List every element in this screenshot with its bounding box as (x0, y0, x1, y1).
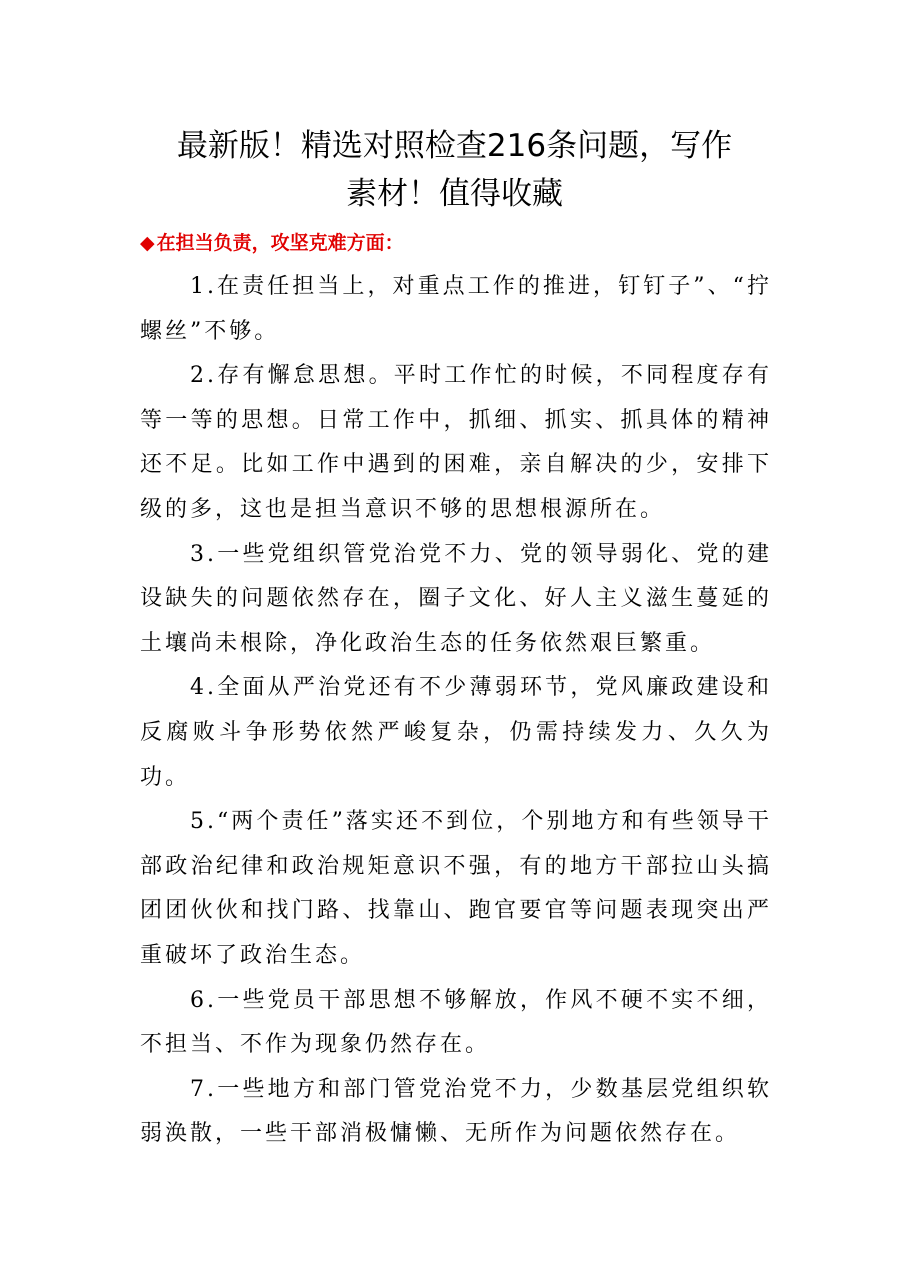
list-item: 4.全面从严治党还有不少薄弱环节，党风廉政建设和反腐败斗争形势依然严峻复杂，仍需持续发力、久久为功。 (140, 675, 772, 790)
list-item: 3.一些党组织管党治党不力、党的领导弱化、党的建设缺失的问题依然存在，圈子文化、好人主义滋生蔓延的土壤尚未根除，净化政治生态的任务依然艰巨繁重。 (140, 541, 772, 656)
list-item: 1.在责任担当上，对重点工作的推进，钉钉子”、“拧螺丝”不够。 (140, 274, 772, 344)
section-heading-text: 在担当负责，攻坚克难方面： (156, 232, 404, 254)
title-line-1: 最新版！精选对照检查216条问题，写作 (176, 128, 733, 164)
item-list (140, 265, 772, 1157)
section-heading (140, 229, 404, 257)
document-title (120, 122, 789, 218)
list-item: 5.“两个责任”落实还不到位，个别地方和有些领导干部政治纪律和政治规矩意识不强，有的地方干部拉山头搞团团伙伙和找门路、找靠山、跑官要官等问题表现突出严重破坏了政治生态。 (140, 809, 772, 968)
title-line-2: 素材！值得收藏 (346, 176, 563, 212)
diamond-bullet-icon: ◆ (140, 232, 155, 254)
list-item: 2.存有懈怠思想。平时工作忙的时候，不同程度存有等一等的思想。日常工作中，抓细、抓实、抓具体的精神还不足。比如工作中遇到的困难，亲自解决的少，安排下级的多，这也是担当意识不够的思想根源所在。 (140, 363, 772, 522)
list-item: 7.一些地方和部门管党治党不力，少数基层党组织软弱涣散，一些干部消极慵懒、无所作为问题依然存在。 (140, 1076, 772, 1147)
list-item: 6.一些党员干部思想不够解放，作风不硬不实不细，不担当、不作为现象仍然存在。 (140, 987, 772, 1058)
